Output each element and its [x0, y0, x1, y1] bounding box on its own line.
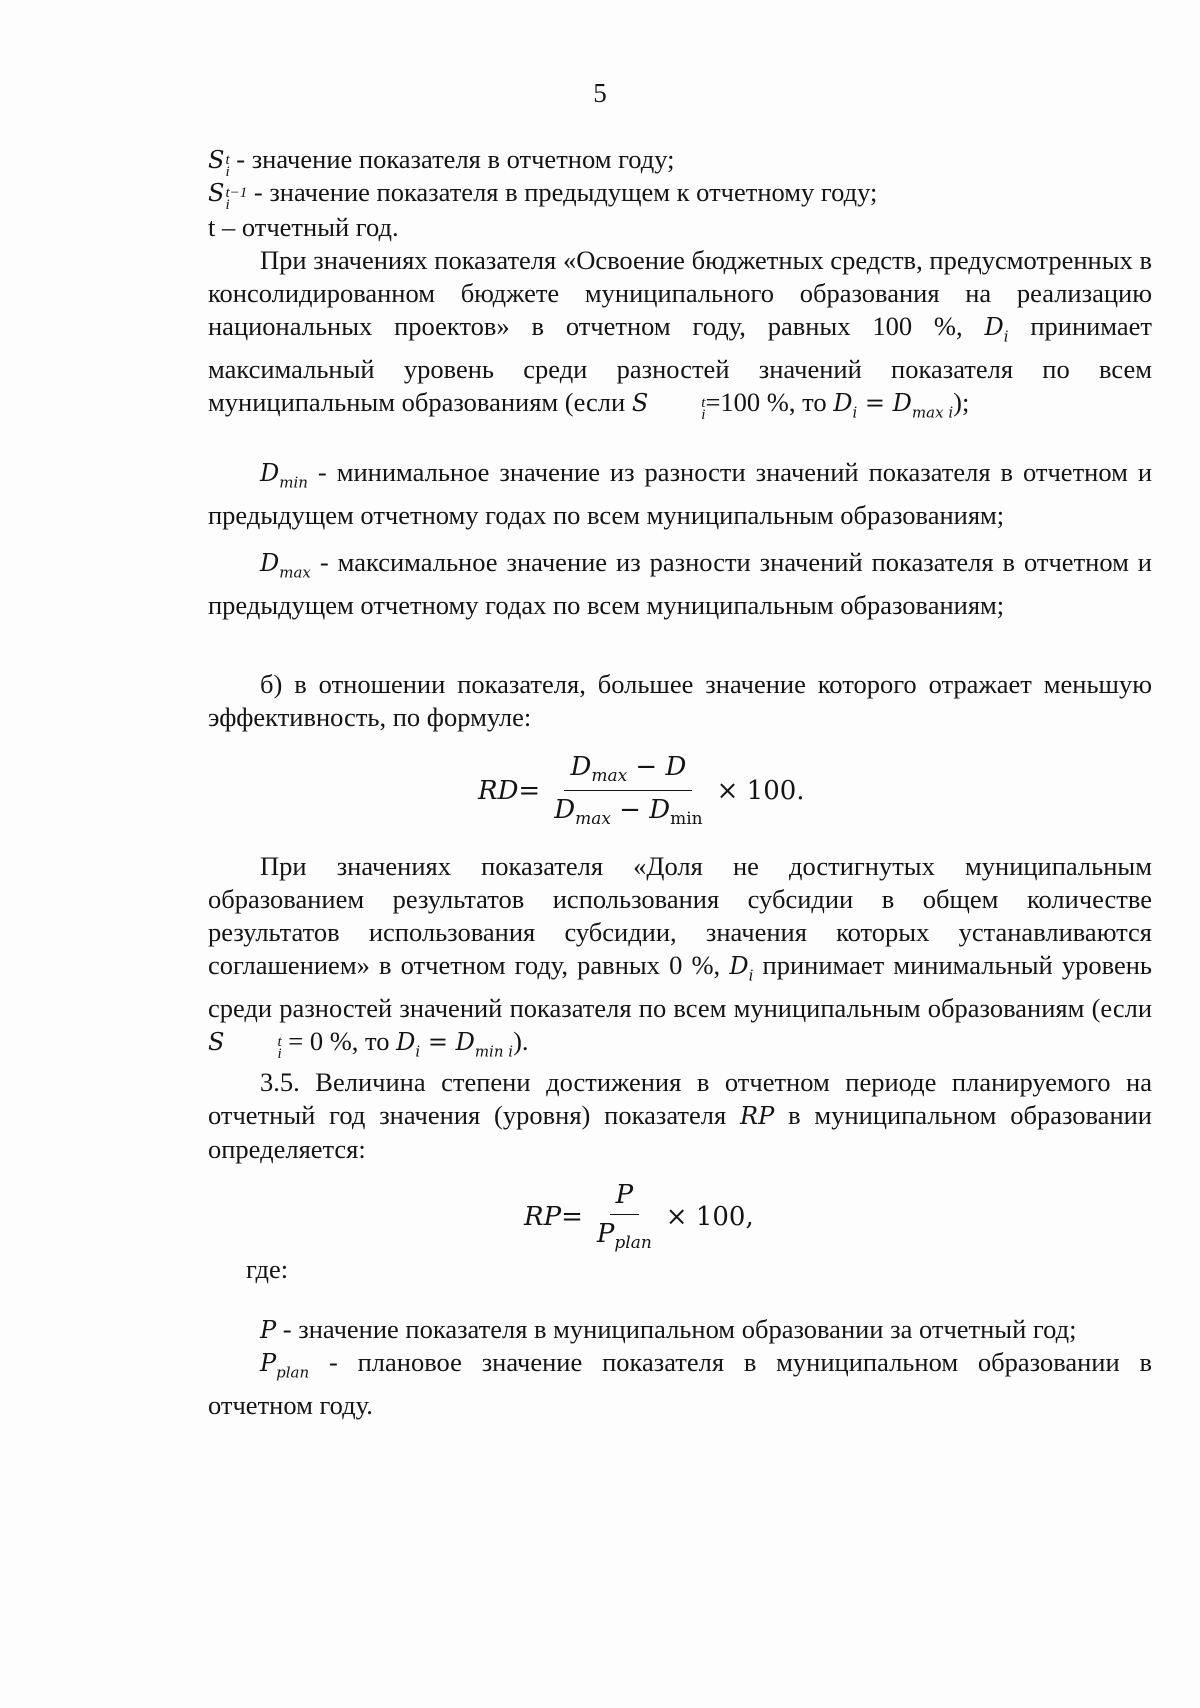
- subscript: i: [1003, 327, 1009, 346]
- symbol-d: D: [649, 795, 671, 825]
- subscript: plan: [614, 1233, 652, 1253]
- symbol-d: D: [260, 459, 280, 487]
- equals: =: [857, 389, 893, 418]
- symbol-d: D: [665, 752, 687, 782]
- denominator: [548, 791, 708, 829]
- symbol-p: P: [260, 1349, 277, 1377]
- text: ).: [513, 1026, 529, 1057]
- symbol-s: S: [208, 146, 225, 174]
- symbol-s: S: [208, 1028, 225, 1057]
- subscript: max: [575, 809, 611, 829]
- subscript: max: [591, 766, 628, 786]
- text: в муниципальном образовании определяется:: [208, 1100, 1152, 1164]
- definition-text: - значение показателя в отчетном году;: [229, 144, 675, 174]
- symbol-d: D: [554, 795, 576, 825]
- definition-s-current: [208, 143, 1152, 178]
- subscript: i: [852, 403, 858, 422]
- superscript: t: [277, 1034, 282, 1051]
- equals: =: [518, 775, 541, 806]
- subscript-i: i: [508, 1042, 514, 1061]
- text: - минимальное значение из разности значений показателя в отчетном и предыдущем отчетному годах по всем муниципальным образованиям;: [208, 457, 1152, 531]
- symbol-d: D: [729, 952, 749, 980]
- symbol-d: D: [984, 313, 1004, 341]
- multiplier: × 100,: [665, 1201, 754, 1232]
- subscript: i: [225, 164, 230, 180]
- subscript: i: [225, 197, 230, 213]
- text: При значениях показателя «Освоение бюджетных средств, предусмотренных в консолидированном бюджете муниципального образования на реализацию национальных проектов» в отчетном году, равных 100 %,: [208, 245, 1152, 341]
- formula-lhs: RD: [478, 775, 519, 806]
- minus: −: [627, 752, 666, 782]
- definition-dmin: [208, 456, 1152, 532]
- text: принимает максимальный уровень среди разностей значений показателя по всем муниципальным образованиям (если: [208, 311, 1152, 418]
- numerator: [610, 1180, 640, 1215]
- symbol-s: S: [208, 179, 225, 207]
- superscript: t−1: [225, 185, 248, 201]
- symbol-d: D: [833, 389, 853, 418]
- subscript: [475, 1043, 513, 1061]
- subscript: i: [415, 1042, 421, 1061]
- formula-lhs: RP: [524, 1201, 562, 1232]
- symbol-p: P: [260, 1316, 277, 1344]
- subscript: max: [279, 563, 311, 582]
- superscript: t: [225, 152, 230, 168]
- formula-rd: [478, 752, 805, 829]
- text: );: [953, 387, 970, 418]
- text: =100 %, то: [705, 387, 834, 418]
- symbol-p: P: [596, 1219, 615, 1249]
- symbol-p: P: [615, 1180, 634, 1210]
- subscript: i: [277, 1046, 282, 1063]
- subscript: plan: [276, 1363, 310, 1382]
- formula-rp: [524, 1180, 754, 1253]
- numerator: [564, 752, 692, 791]
- text: - плановое значение показателя в муниципальном образовании в отчетном году.: [208, 1347, 1152, 1421]
- symbol-d: D: [455, 1028, 475, 1057]
- subscript-i: i: [948, 403, 954, 422]
- text: 3.5. Величина степени достижения в отчетном периоде планируемого на отчетный год значения (уровня) показателя: [208, 1067, 1152, 1130]
- symbol-d: D: [260, 549, 280, 577]
- definition-p: [208, 1313, 1152, 1347]
- fraction: [548, 752, 708, 829]
- fraction: [591, 1180, 658, 1253]
- page-number: 5: [593, 78, 607, 108]
- subscript: min: [670, 809, 703, 829]
- text: При значениях показателя «Доля не достигнутых муниципальным образованием результатов использования субсидии в общем количестве результатов использования субсидии, значения которых устанавливаются соглашением» в отчетном году, равных 0 %,: [208, 851, 1152, 980]
- symbol-d: D: [570, 752, 592, 782]
- subscript: i: [748, 966, 754, 985]
- definition-dmax: [208, 546, 1152, 622]
- subscript: min: [279, 473, 308, 492]
- definition-t: t – отчетный год.: [208, 212, 399, 242]
- subscript: [912, 404, 953, 422]
- symbol-d: D: [396, 1028, 416, 1057]
- definition-text: - значение показателя в предыдущем к отчетному году;: [247, 177, 878, 207]
- paragraph-b: б) в отношении показателя, большее значение которого отражает меньшую эффективность, по формуле:: [208, 669, 1152, 732]
- text: - максимальное значение из разности значений показателя в отчетном и предыдущем отчетному годах по всем муниципальным образованиям;: [208, 547, 1152, 621]
- where-label: где:: [246, 1254, 289, 1284]
- equals: =: [561, 1201, 583, 1232]
- equals: =: [420, 1028, 456, 1057]
- text: - значение показателя в муниципальном образовании за отчетный год;: [276, 1314, 1077, 1344]
- symbol-d: D: [892, 389, 912, 418]
- definition-s-prev: [208, 176, 1152, 211]
- symbol-s: S: [631, 389, 649, 418]
- paragraph-0-percent: [208, 850, 1152, 1069]
- paragraph-100-percent: [208, 244, 1152, 430]
- subscript-min: min: [474, 1042, 504, 1061]
- multiplier: × 100.: [716, 775, 805, 806]
- superscript: t: [701, 395, 706, 412]
- denominator: [591, 1215, 658, 1253]
- subscript-max: max: [911, 403, 944, 422]
- symbol-rp: RP: [740, 1102, 775, 1130]
- text: = 0 %, то: [281, 1026, 397, 1057]
- definition-pplan: [208, 1346, 1152, 1422]
- text: принимает минимальный уровень среди разностей значений показателя по всем муниципальным образованиям (если: [208, 950, 1152, 1024]
- subscript: i: [701, 407, 706, 424]
- section-3-5: [208, 1066, 1152, 1166]
- minus: −: [610, 795, 650, 825]
